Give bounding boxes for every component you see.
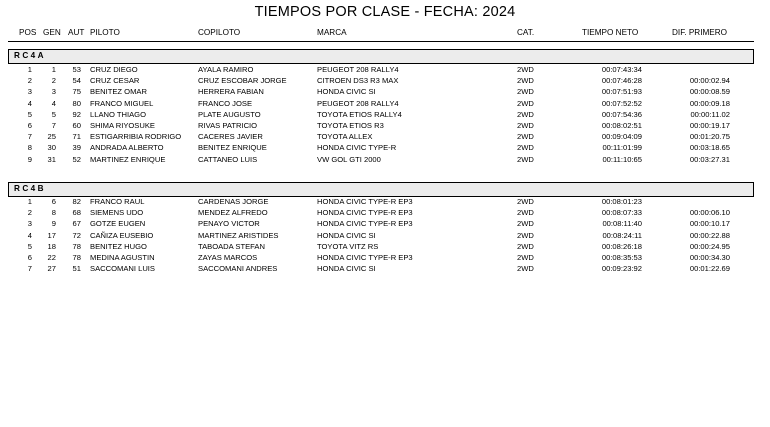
row-gen: 3 xyxy=(51,87,56,97)
row-dif-primero: 00:01:20.75 xyxy=(689,132,730,142)
row-marca: HONDA CIVIC TYPE-R EP3 xyxy=(317,197,413,206)
row-cat: 2WD xyxy=(517,109,534,119)
row-marca: TOYOTA VITZ RS xyxy=(317,241,379,251)
row-cat: 2WD xyxy=(517,143,534,153)
row-gen: 6 xyxy=(51,197,56,206)
row-marca: HONDA CIVIC TYPE-R EP3 xyxy=(317,253,413,262)
table-row xyxy=(0,87,770,97)
header-tiempo-neto: TIEMPO NETO xyxy=(582,28,639,37)
row-piloto: BENITEZ HUGO xyxy=(90,241,147,251)
row-piloto: SACCOMANI LUIS xyxy=(90,264,155,274)
row-piloto: FRANCO MIGUEL xyxy=(90,98,154,108)
row-dif-primero: 00:00:10.17 xyxy=(689,219,730,229)
row-aut: 71 xyxy=(72,132,81,142)
row-piloto: MARTINEZ ENRIQUE xyxy=(90,154,166,164)
header-marca: MARCA xyxy=(317,28,347,37)
row-gen: 22 xyxy=(47,253,56,262)
row-aut: 78 xyxy=(72,253,81,262)
row-piloto: ANDRADA ALBERTO xyxy=(90,143,164,153)
row-piloto: CRUZ CESAR xyxy=(90,76,140,86)
row-copiloto: CRUZ ESCOBAR JORGE xyxy=(198,76,287,86)
table-row xyxy=(0,264,770,274)
row-dif-primero: 00:00:11.02 xyxy=(690,109,730,119)
row-pos: 1 xyxy=(27,65,32,74)
table-row xyxy=(0,242,770,252)
row-marca: TOYOTA ALLEX xyxy=(317,132,373,142)
row-pos: 4 xyxy=(27,230,32,240)
section-label: RC4B xyxy=(14,184,46,193)
row-dif-primero: 00:01:22.69 xyxy=(689,264,730,274)
page-title: TIEMPOS POR CLASE - FECHA: 2024 xyxy=(254,4,516,20)
header-cat: CAT. xyxy=(517,28,535,37)
row-gen: 8 xyxy=(51,208,56,218)
row-dif-primero: 00:00:34.30 xyxy=(689,253,730,262)
row-marca: TOYOTA ETIOS RALLY4 xyxy=(317,109,402,119)
header-gen: GEN xyxy=(43,28,61,37)
row-copiloto: PENAYO VICTOR xyxy=(198,219,260,229)
row-aut: 52 xyxy=(72,154,81,164)
row-dif-primero: 00:00:06.10 xyxy=(689,208,730,218)
row-gen: 17 xyxy=(47,230,56,240)
row-gen: 7 xyxy=(51,121,56,130)
row-tiempo-neto: 00:07:46:28 xyxy=(601,76,642,86)
table-row xyxy=(0,65,770,75)
row-marca: HONDA CIVIC SI xyxy=(317,87,376,97)
row-gen: 5 xyxy=(51,109,56,119)
table-row xyxy=(0,132,770,142)
row-tiempo-neto: 00:08:26:18 xyxy=(601,241,642,251)
row-marca: PEUGEOT 208 RALLY4 xyxy=(317,65,399,74)
row-cat: 2WD xyxy=(517,121,534,130)
row-pos: 6 xyxy=(27,121,32,130)
row-tiempo-neto: 00:08:24:11 xyxy=(602,230,642,240)
table-row xyxy=(0,208,770,218)
table-row xyxy=(0,143,770,153)
row-aut: 53 xyxy=(72,65,81,74)
row-piloto: FRANCO RAUL xyxy=(90,197,145,206)
row-tiempo-neto: 00:08:02:51 xyxy=(601,121,642,130)
row-copiloto: SACCOMANI ANDRES xyxy=(198,264,278,274)
row-copiloto: CATTANEO LUIS xyxy=(198,154,258,164)
header-aut: AUT xyxy=(68,28,85,37)
row-cat: 2WD xyxy=(517,98,534,108)
row-gen: 27 xyxy=(47,264,56,274)
row-pos: 9 xyxy=(27,154,32,164)
header-divider xyxy=(8,41,754,42)
row-cat: 2WD xyxy=(517,197,534,206)
row-copiloto: HERRERA FABIAN xyxy=(198,87,264,97)
row-dif-primero: 00:00:24.95 xyxy=(689,241,730,251)
row-pos: 1 xyxy=(27,197,32,206)
row-gen: 1 xyxy=(51,65,56,74)
row-pos: 3 xyxy=(27,87,32,97)
row-copiloto: MARTINEZ ARISTIDES xyxy=(198,230,279,240)
row-gen: 30 xyxy=(47,143,56,153)
row-cat: 2WD xyxy=(517,264,534,274)
row-copiloto: AYALA RAMIRO xyxy=(198,65,254,74)
row-tiempo-neto: 00:09:23:92 xyxy=(601,264,642,274)
row-dif-primero: 00:03:18.65 xyxy=(689,143,730,153)
row-aut: 78 xyxy=(72,241,81,251)
table-row xyxy=(0,253,770,263)
row-copiloto: CARDENAS JORGE xyxy=(198,197,269,206)
row-pos: 3 xyxy=(27,219,32,229)
row-dif-primero: 00:00:22.88 xyxy=(689,230,730,240)
row-copiloto: FRANCO JOSE xyxy=(198,98,253,108)
row-pos: 7 xyxy=(27,264,32,274)
row-tiempo-neto: 00:07:43:34 xyxy=(601,65,642,74)
row-cat: 2WD xyxy=(517,253,534,262)
row-tiempo-neto: 00:11:10:65 xyxy=(602,154,642,164)
row-gen: 9 xyxy=(51,219,56,229)
row-piloto: ESTIGARRIBIA RODRIGO xyxy=(90,132,182,142)
row-tiempo-neto: 00:08:35:53 xyxy=(601,253,642,262)
row-piloto: GOTZE EUGEN xyxy=(90,219,146,229)
row-pos: 7 xyxy=(27,132,32,142)
table-header xyxy=(0,28,770,40)
row-piloto: BENITEZ OMAR xyxy=(90,87,147,97)
row-aut: 82 xyxy=(72,197,81,206)
row-piloto: SHIMA RIYOSUKE xyxy=(90,121,155,130)
row-cat: 2WD xyxy=(517,132,534,142)
row-aut: 67 xyxy=(72,219,81,229)
row-copiloto: PLATE AUGUSTO xyxy=(198,109,261,119)
row-gen: 4 xyxy=(51,98,56,108)
row-marca: HONDA CIVIC TYPE-R EP3 xyxy=(317,208,413,218)
row-copiloto: MENDEZ ALFREDO xyxy=(198,208,268,218)
row-copiloto: CACERES JAVIER xyxy=(198,132,263,142)
row-pos: 8 xyxy=(27,143,32,153)
row-gen: 31 xyxy=(47,154,56,164)
row-cat: 2WD xyxy=(517,230,534,240)
section-header-rc4b xyxy=(8,182,754,197)
row-piloto: SIEMENS UDO xyxy=(90,208,144,218)
row-copiloto: ZAYAS MARCOS xyxy=(198,253,258,262)
row-aut: 75 xyxy=(72,87,81,97)
row-aut: 72 xyxy=(72,230,81,240)
row-tiempo-neto: 00:07:52:52 xyxy=(601,98,642,108)
row-aut: 68 xyxy=(72,208,81,218)
row-piloto: CAÑIZA EUSEBIO xyxy=(90,230,154,240)
table-row xyxy=(0,121,770,131)
row-dif-primero: 00:00:08.59 xyxy=(689,87,730,97)
row-cat: 2WD xyxy=(517,241,534,251)
row-piloto: MEDINA AGUSTIN xyxy=(90,253,155,262)
row-pos: 5 xyxy=(27,241,32,251)
row-marca: HONDA CIVIC TYPE-R xyxy=(317,143,397,153)
row-tiempo-neto: 00:07:54:36 xyxy=(601,109,642,119)
table-row xyxy=(0,76,770,86)
row-pos: 2 xyxy=(27,208,32,218)
row-marca: TOYOTA ETIOS R3 xyxy=(317,121,384,130)
row-dif-primero: 00:00:02.94 xyxy=(689,76,730,86)
row-marca: CITROEN DS3 R3 MAX xyxy=(317,76,399,86)
row-cat: 2WD xyxy=(517,87,534,97)
table-row xyxy=(0,219,770,229)
row-cat: 2WD xyxy=(517,208,534,218)
row-pos: 5 xyxy=(27,109,32,119)
header-dif-primero: DIF. PRIMERO xyxy=(672,28,728,37)
row-tiempo-neto: 00:08:11:40 xyxy=(602,219,642,229)
row-tiempo-neto: 00:09:04:09 xyxy=(601,132,642,142)
row-tiempo-neto: 00:07:51:93 xyxy=(601,87,642,97)
row-marca: HONDA CIVIC SI xyxy=(317,264,376,274)
row-cat: 2WD xyxy=(517,154,534,164)
row-dif-primero: 00:03:27.31 xyxy=(689,154,730,164)
row-tiempo-neto: 00:08:01:23 xyxy=(601,197,642,206)
row-piloto: LLANO THIAGO xyxy=(90,109,146,119)
row-pos: 2 xyxy=(27,76,32,86)
section-label: RC4A xyxy=(14,51,46,60)
section-header-rc4a xyxy=(8,49,754,64)
row-aut: 39 xyxy=(72,143,81,153)
row-marca: VW GOL GTI 2000 xyxy=(317,154,381,164)
table-row xyxy=(0,110,770,120)
table-row xyxy=(0,155,770,165)
row-gen: 25 xyxy=(47,132,56,142)
row-cat: 2WD xyxy=(517,76,534,86)
row-copiloto: RIVAS PATRICIO xyxy=(198,121,258,130)
table-row xyxy=(0,231,770,241)
row-tiempo-neto: 00:11:01:99 xyxy=(602,143,642,153)
row-copiloto: BENITEZ ENRIQUE xyxy=(198,143,267,153)
row-marca: PEUGEOT 208 RALLY4 xyxy=(317,98,399,108)
row-tiempo-neto: 00:08:07:33 xyxy=(601,208,642,218)
row-gen: 18 xyxy=(47,241,56,251)
row-aut: 92 xyxy=(72,109,81,119)
row-cat: 2WD xyxy=(517,65,534,74)
row-pos: 4 xyxy=(27,98,32,108)
row-gen: 2 xyxy=(51,76,56,86)
row-aut: 80 xyxy=(72,98,81,108)
table-row xyxy=(0,197,770,207)
row-dif-primero: 00:00:09.18 xyxy=(689,98,730,108)
row-aut: 54 xyxy=(72,76,81,86)
row-pos: 6 xyxy=(27,253,32,262)
row-aut: 60 xyxy=(72,121,81,130)
row-dif-primero: 00:00:19.17 xyxy=(689,121,730,130)
row-cat: 2WD xyxy=(517,219,534,229)
row-marca: HONDA CIVIC SI xyxy=(317,230,376,240)
row-copiloto: TABOADA STEFAN xyxy=(198,241,265,251)
row-aut: 51 xyxy=(72,264,81,274)
header-copiloto: COPILOTO xyxy=(198,28,241,37)
table-row xyxy=(0,99,770,109)
header-piloto: PILOTO xyxy=(90,28,120,37)
row-marca: HONDA CIVIC TYPE-R EP3 xyxy=(317,219,413,229)
row-piloto: CRUZ DIEGO xyxy=(90,65,138,74)
header-pos: POS xyxy=(19,28,37,37)
